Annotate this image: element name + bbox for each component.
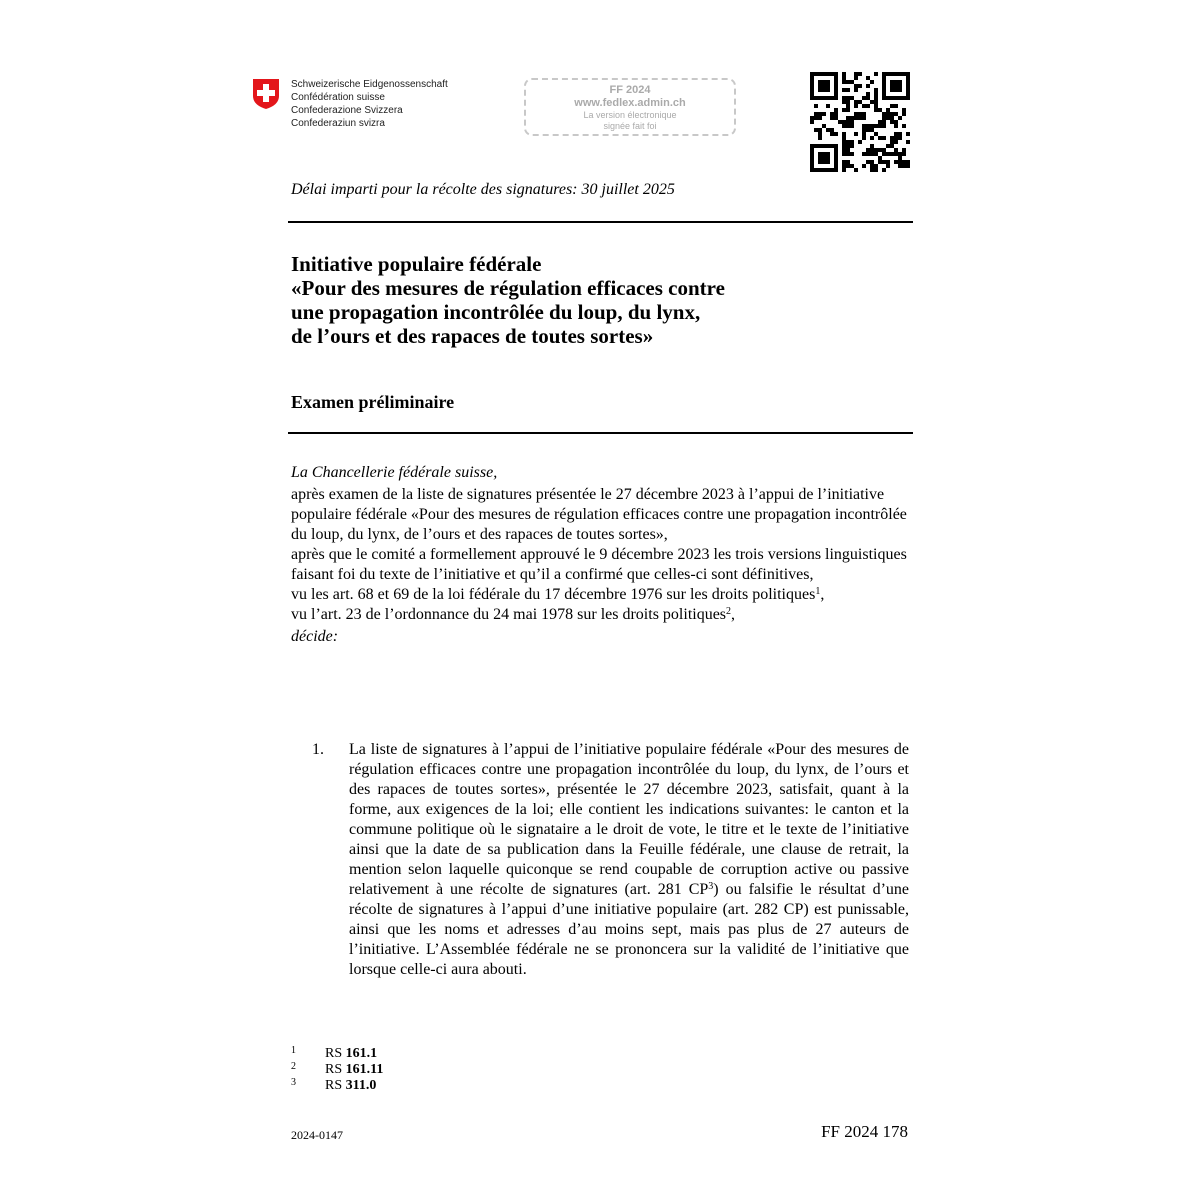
divider-bottom [288,432,913,434]
stamp-line-2: www.fedlex.admin.ch [574,97,686,109]
footnote-text [325,1062,383,1078]
footnote-number: 3 [291,1077,296,1088]
fedlex-stamp [524,78,736,136]
preamble-para-3 [291,585,913,605]
footnote-text [325,1046,377,1062]
signature-deadline: Délai imparti pour la récolte des signatures: 30 juillet 2025 [291,181,675,198]
footnote-code[interactable]: 161.1 [345,1046,378,1061]
footnote-prefix: RS [325,1046,343,1061]
footnote-ref-2[interactable]: 2 [726,606,732,617]
title-line-2: «Pour des mesures de régulation efficaces contre [291,276,725,300]
title-line-1: Initiative populaire fédérale [291,252,542,276]
title-line-4: de l’ours et des rapaces de toutes sortes» [291,324,654,348]
para-4-end: , [731,606,736,623]
stamp-line-1: FF 2024 [609,84,651,96]
decide-label: décide: [291,628,339,645]
qr-code-icon [810,72,910,172]
title-line-3: une propagation incontrôlée du loup, du lynx, [291,300,701,324]
stamp-line-3: La version électronique [583,110,677,120]
item-text-part-2: ) ou falsifie le résultat d’une récolte de signatures à l’appui d’une initiative populaire (art. 282 CP) est punissable, ainsi que les noms et adresses d’au moins sept, mais pas plus de 27 auteurs de l’initiative. L’Assemblée fédérale ne se prononcera sur la validité de l’initiative que lorsque celle-ci aura abouti. [349,881,909,978]
confed-line-it: Confederazione Svizzera [291,105,403,116]
item-text [349,740,909,980]
document-number: 2024-0147 [291,1128,343,1142]
item-text-part-1: La liste de signatures à l’appui de l’initiative populaire fédérale «Pour des mesures de régulation efficaces contre une propagation incontrôlée du loup, du lynx, de l’ours et des rapaces de toutes sortes», présentée le 27 décembre 2023, satisfait, quant à la forme, aux exigences de la loi; elle contient les indications suivantes: le canton et la commune politique où le signataire a le droit de vote, le titre et le texte de l’initiative ainsi que la date de sa publication dans la Feuille fédérale, une clause de retrait, la mention selon laquelle quiconque se rend coupable de corruption active ou passive relativement à une récolte de signatures (art. 281 CP [349,741,909,898]
stamp-line-4: signée fait foi [603,121,657,131]
footnote-code[interactable]: 161.11 [345,1062,384,1077]
page-title [291,252,725,348]
swiss-cross-icon [252,78,280,110]
decision-item-1 [312,740,909,980]
confed-line-rm: Confederaziun svizra [291,118,385,129]
preamble [291,463,913,647]
footnote-number: 1 [291,1045,296,1056]
page-reference: FF 2024 178 [821,1122,908,1141]
footnote-text [325,1078,376,1094]
confed-line-de: Schweizerische Eidgenossenschaft [291,79,448,90]
item-number: 1. [312,741,324,758]
confed-line-fr: Confédération suisse [291,92,385,103]
footnote-prefix: RS [325,1078,343,1093]
para-3-text: vu les art. 68 et 69 de la loi fédérale du 17 décembre 1976 sur les droits politiques [291,586,816,603]
footnote-prefix: RS [325,1062,343,1077]
page-subtitle: Examen préliminaire [291,392,455,412]
divider-top [288,221,913,223]
footnote-ref-3[interactable]: 3 [708,881,714,892]
preamble-para-1: après examen de la liste de signatures présentée le 27 décembre 2023 à l’appui de l’initiative populaire fédérale «Pour des mesures de régulation efficaces contre une propagation incontrôlée du loup, du lynx, de l’ours et des rapaces de toutes sortes», [291,486,907,543]
para-3-end: , [820,586,825,603]
footnote-number: 2 [291,1061,296,1072]
footnote-ref-1[interactable]: 1 [815,586,821,597]
preamble-para-2: après que le comité a formellement approuvé le 9 décembre 2023 les trois versions linguistiques faisant foi du texte de l’initiative et qu’il a confirmé que celles-ci sont définitives, [291,546,907,583]
preamble-para-4 [291,605,913,625]
confederation-name [291,78,448,130]
preamble-author: La Chancellerie fédérale suisse, [291,464,498,481]
para-4-text: vu l’art. 23 de l’ordonnance du 24 mai 1978 sur les droits politiques [291,606,727,623]
footnote-code[interactable]: 311.0 [345,1078,377,1093]
